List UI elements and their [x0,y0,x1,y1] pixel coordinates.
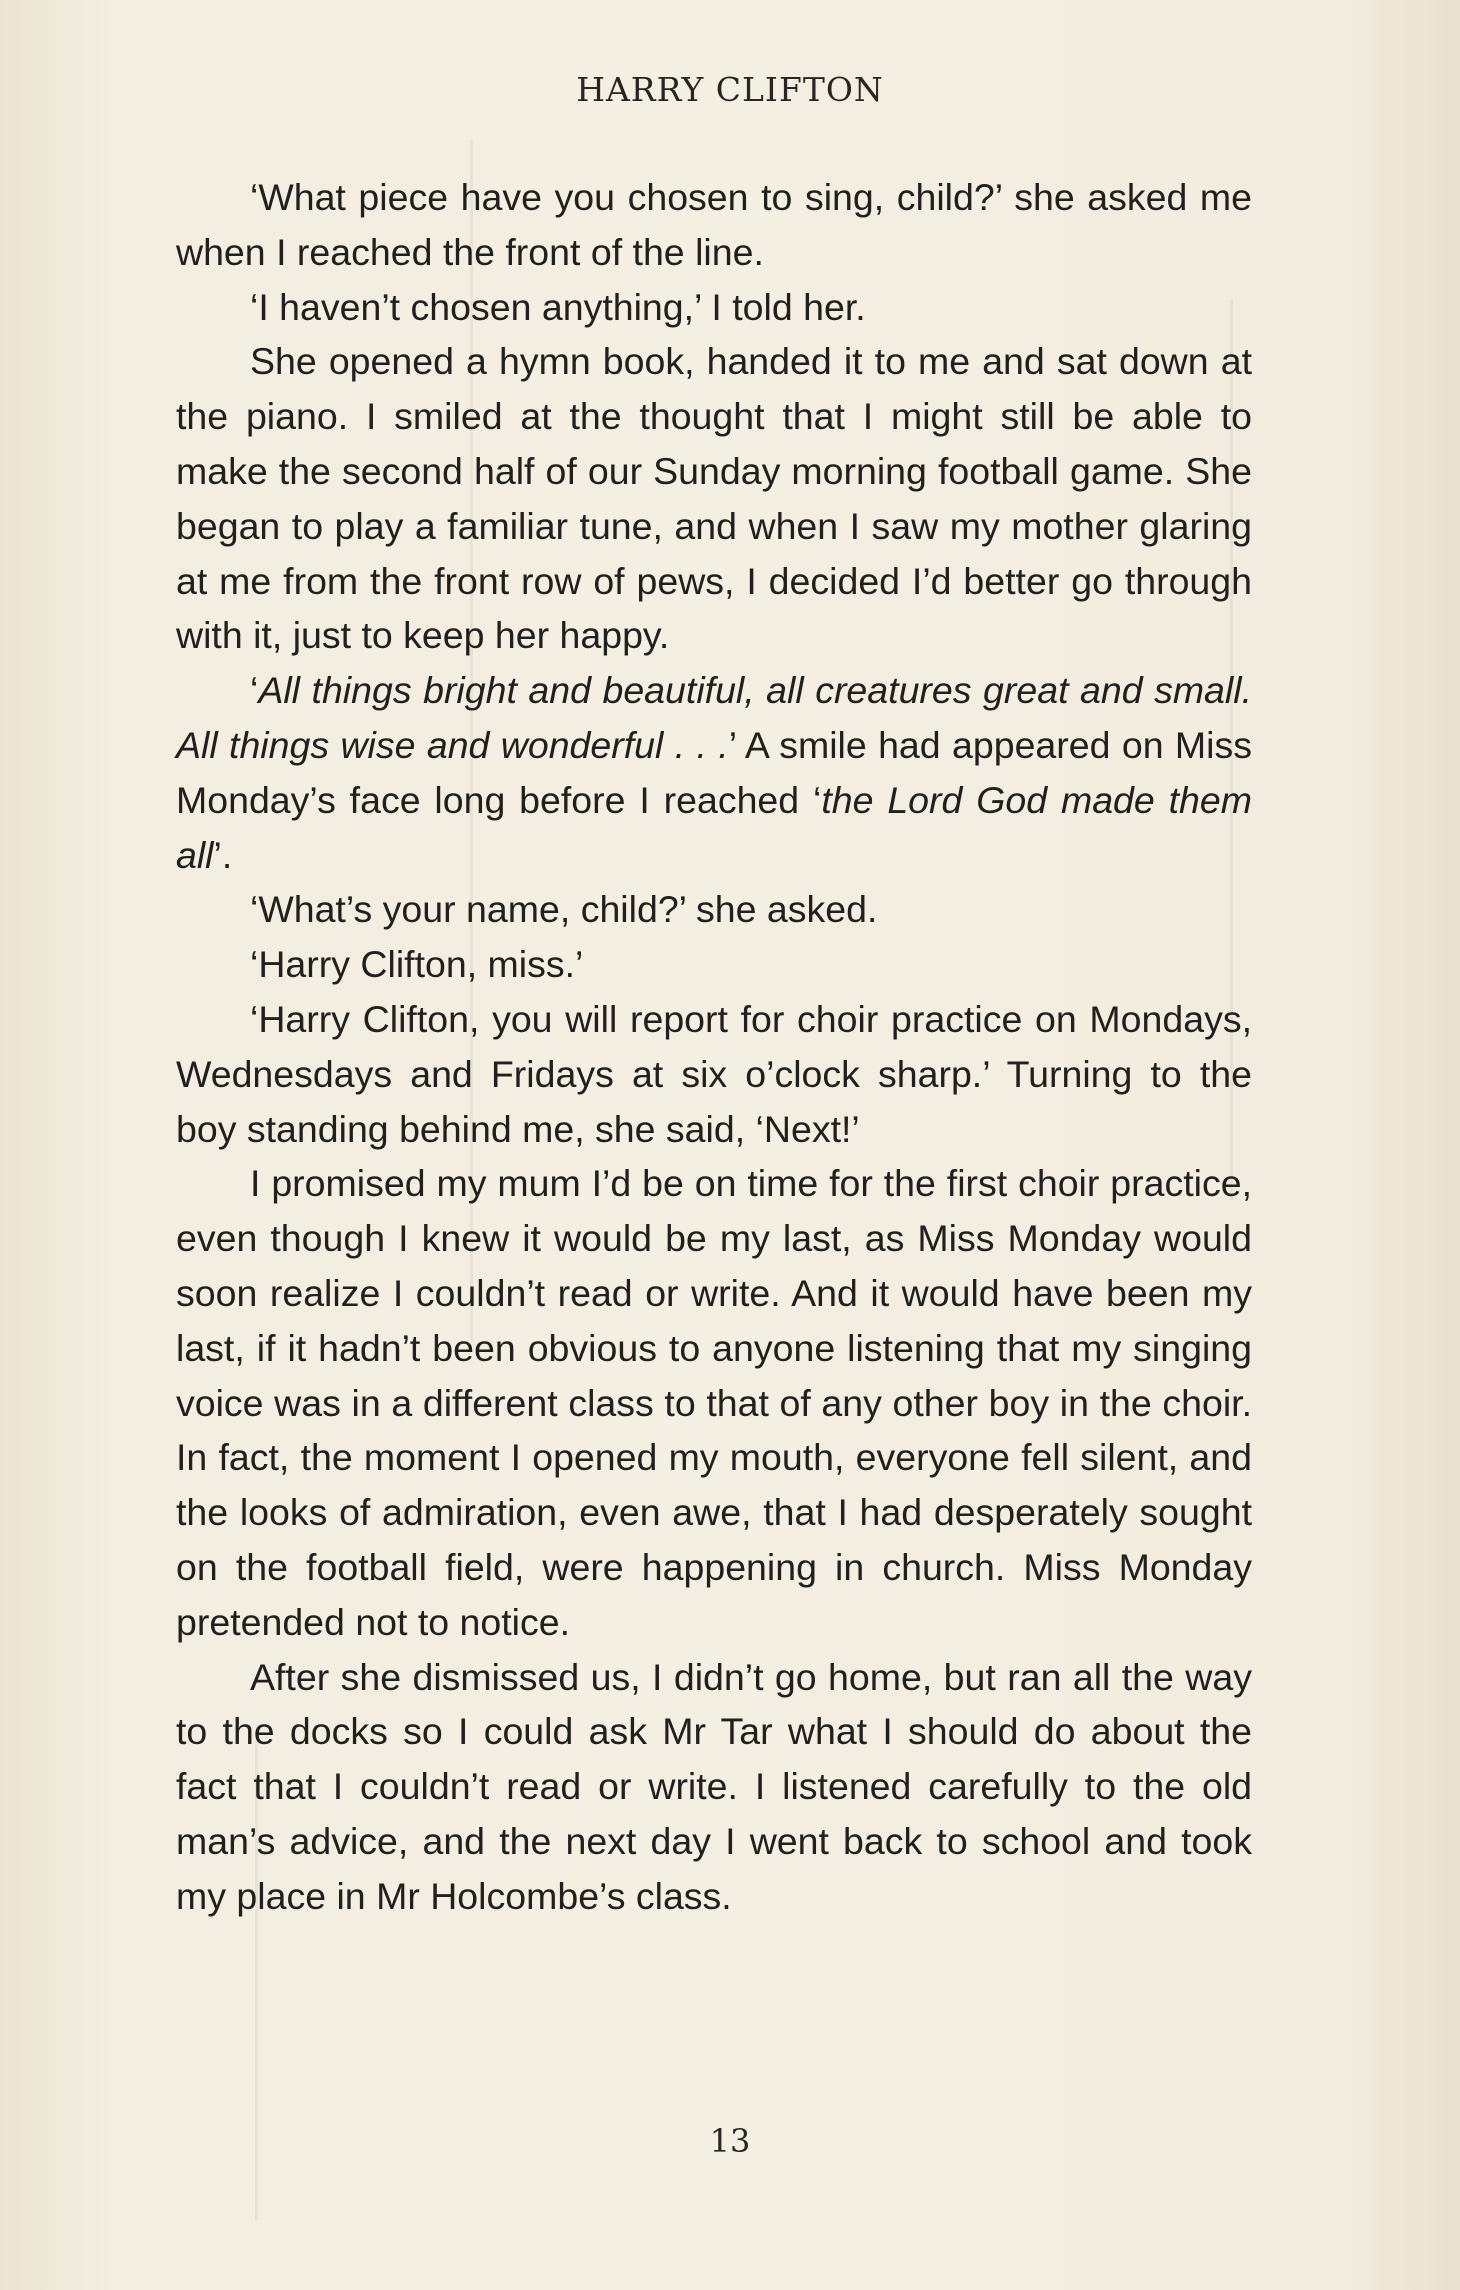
running-head: HARRY CLIFTON [576,70,884,109]
paragraph: I promised my mum I’d be on time for the first choir practice, even though I knew it would be my last, as Miss Monday would soon realize I couldn’t read or write. And it would have been my last, if it hadn’t been obvious to anyone listening that my singing voice was in a different class to that of any other boy in the choir. In fact, the moment I opened my mouth, everyone fell silent, and the looks of admiration, even awe, that I had desperately sought on the football field, were happening in church. Miss Monday pretended not to notice. [176,1162,1252,1643]
paragraph [176,663,1252,882]
paragraph-text: ’ A smile had appeared on Miss Monday’s face long before I reached ‘ [176,723,1252,821]
paragraph: After she dismissed us, I didn’t go home, but ran all the way to the docks so I could ask Mr Tar what I should do about the fact that I couldn’t read or write. I listened carefully to the old man’s advice, and the next day I went back to school and took my place in Mr Holcombe’s class. [176,1655,1252,1917]
quote-mark: ‘ [250,669,259,712]
paragraph: She opened a hymn book, handed it to me and sat down at the piano. I smiled at the thought that I might still be able to make the second half of our Sunday morning football game. She began to play a familiar tune, and when I saw my mother glaring at me from the front row of pews, I decided I’d better go through with it, just to keep her happy. [176,340,1252,657]
hymn-lyrics: All things bright and beautiful, all creatures great and small. All things wise and wonderful . . . [176,669,1252,766]
body-text [176,170,1252,1924]
quote-close: ’. [213,833,233,876]
paragraph: ‘What’s your name, child?’ she asked. [250,888,878,931]
page-number: 13 [709,2122,751,2160]
paragraph: ‘What piece have you chosen to sing, child?’ she asked me when I reached the front of the line. [176,176,1252,273]
paragraph: ‘Harry Clifton, miss.’ [250,943,584,986]
hymn-lyrics-end: the Lord God made them all [176,778,1252,876]
paragraph: ‘Harry Clifton, you will report for choir practice on Mondays, Wednesdays and Fridays at six o’clock sharp.’ Turning to the boy standing behind me, she said, ‘Next!’ [176,997,1252,1150]
paragraph: ‘I haven’t chosen anything,’ I told her. [250,285,866,328]
